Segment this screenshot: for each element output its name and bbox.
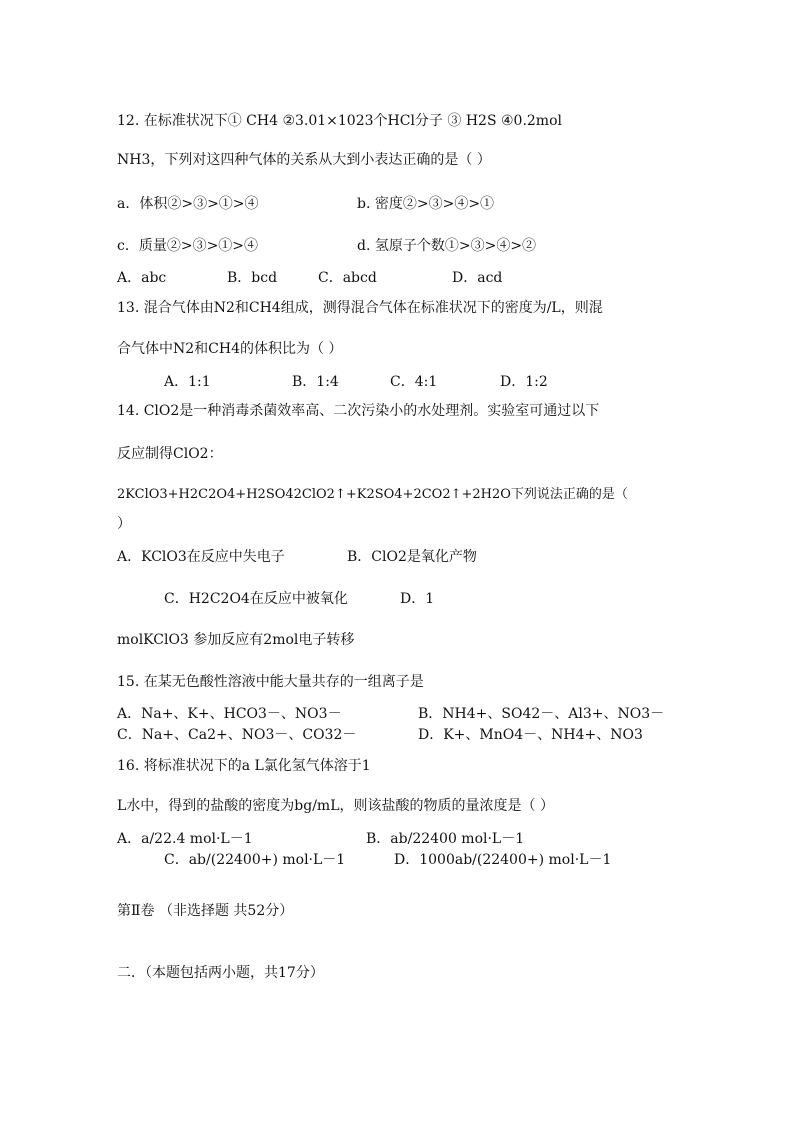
q15-stem-line1: 15. 在某无色酸性溶液中能大量共存的一组离子是 [117,674,424,690]
q14-choice-a: A．KClO3在反应中失电子 [117,549,285,565]
part-two-heading: 二．（本题包括两小题，共17分） [117,965,324,981]
q13-choice-d: D．1:2 [500,374,548,390]
q15-choice-d: D．K+、MnO4－、NH4+、NO3 [418,727,643,743]
q12-option-d: d. 氢原子个数①>③>④>② [357,238,537,254]
q14-stem-line4: ） [117,516,131,532]
q14-stem-line2: 反应制得ClO2： [117,446,223,462]
q13-choice-a: A．1:1 [164,374,211,390]
q14-choice-b: B．ClO2是氧化产物 [347,549,477,565]
q12-choice-b: B．bcd [227,270,278,286]
q15-choice-c: C．Na+、Ca2+、NO3－、CO32－ [117,727,357,743]
q12-choice-d: D．acd [452,270,503,286]
q13-stem-line2: 合气体中N2和CH4的体积比为（ ） [117,341,343,357]
q15-choice-b: B．NH4+、SO42－、Al3+、NO3－ [418,706,665,722]
q14-choice-d-continuation: molKClO3 参加反应有2mol电子转移 [117,632,355,648]
q16-choice-b: B．ab/22400 mol·L－1 [366,831,525,847]
q12-stem-line2: NH3，下列对这四种气体的关系从大到小表达正确的是（ ） [117,152,491,168]
q12-choice-c: C．abcd [318,270,377,286]
q12-option-b: b. 密度②>③>④>① [357,196,495,212]
q13-stem-line1: 13. 混合气体由N2和CH4组成，测得混合气体在标准状况下的密度为/L，则混 [117,300,603,316]
q16-stem-line2: L水中，得到的盐酸的密度为bg/mL，则该盐酸的物质的量浓度是（ ） [117,798,554,814]
q13-choice-c: C．4:1 [390,374,438,390]
q16-stem-line1: 16. 将标准状况下的a L氯化氢气体溶于1 [117,758,371,774]
q12-option-a: a．体积②>③>①>④ [117,196,259,212]
q14-choice-c: C．H2C2O4在反应中被氧化 [164,591,348,607]
q14-choice-d: D．1 [400,591,435,607]
q13-choice-b: B．1:4 [292,374,339,390]
q12-choice-a: A．abc [117,270,167,286]
q14-stem-line1: 14. ClO2是一种消毒杀菌效率高、二次污染小的水处理剂。实验室可通过以下 [117,403,600,419]
q16-choice-c: C．ab/(22400+) mol·L－1 [164,852,346,868]
q16-choice-a: A．a/22.4 mol·L－1 [117,831,253,847]
section-ii-title: 第Ⅱ卷 （非选择题 共52分） [117,903,294,919]
q12-stem-line1: 12. 在标准状况下① CH4 ②3.01×1023个HCl分子 ③ H2S ④0.2mol [117,113,562,129]
q14-equation-line: 2KClO3+H2C2O4+H2SO42ClO2↑+K2SO4+2CO2↑+2H2O下列说法正确的是（ [117,487,628,502]
q16-choice-d: D．1000ab/(22400+) mol·L－1 [394,852,612,868]
q15-choice-a: A．Na+、K+、HCO3－、NO3－ [117,706,342,722]
q12-option-c: c．质量②>③>①>④ [117,238,259,254]
